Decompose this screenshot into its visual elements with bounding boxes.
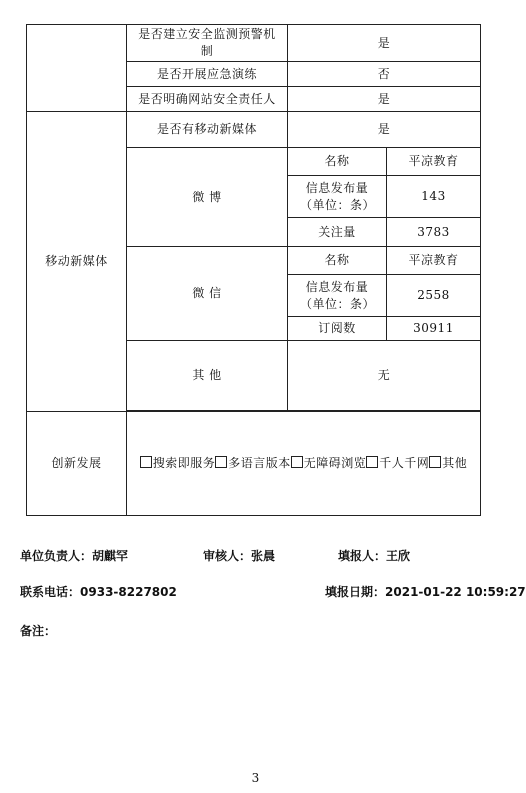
other-media-value: 无	[288, 341, 481, 411]
option-other: 其他	[442, 456, 468, 470]
wechat-subscribers-value: 30911	[387, 317, 481, 341]
reviewer	[203, 547, 275, 564]
checkbox-multilingual[interactable]	[215, 456, 227, 468]
security-responsible-label: 是否明确网站安全责任人	[127, 87, 288, 112]
option-accessibility: 无障碍浏览	[303, 456, 367, 470]
reviewer-value: 张晨	[251, 549, 276, 563]
has-mobile-media-value: 是	[288, 112, 481, 148]
weibo-followers-value: 3783	[387, 218, 481, 247]
weibo-name-value: 平凉教育	[387, 148, 481, 176]
security-responsible-value: 是	[288, 87, 481, 112]
innovation-category: 创新发展	[27, 412, 127, 516]
mobile-media-category: 移动新媒体	[27, 112, 127, 412]
wechat-posts-value: 2558	[387, 275, 481, 317]
option-multilingual: 多语言版本	[228, 456, 291, 470]
weibo-name-label: 名称	[288, 148, 387, 176]
security-category-cell	[27, 25, 127, 112]
weibo-followers-label: 关注量	[288, 218, 387, 247]
warning-mechanism-value: 是	[288, 25, 481, 62]
report-table	[26, 24, 481, 516]
unit-head-value: 胡麒罕	[92, 549, 129, 563]
option-personalized: 千人千网	[379, 456, 430, 470]
notes	[20, 622, 56, 639]
weibo-label: 微 博	[127, 148, 288, 247]
contact-phone-value: 0933-8227802	[80, 585, 177, 599]
reporter-label: 填报人：	[338, 549, 387, 563]
warning-mechanism-label: 是否建立安全监测预警机制	[127, 25, 288, 62]
emergency-drill-value: 否	[288, 62, 481, 87]
weibo-posts-label: 信息发布量（单位：条）	[288, 176, 387, 218]
emergency-drill-label: 是否开展应急演练	[127, 62, 288, 87]
report-date-value: 2021-01-22 10:59:27	[385, 585, 526, 599]
page-number: 3	[251, 771, 260, 785]
unit-head-label: 单位负责人：	[20, 549, 93, 563]
innovation-options	[127, 412, 481, 516]
wechat-posts-label: 信息发布量（单位：条）	[288, 275, 387, 317]
other-media-label: 其 他	[127, 341, 288, 411]
checkbox-personalized[interactable]	[366, 456, 378, 468]
reporter-value: 王欣	[386, 549, 411, 563]
checkbox-accessibility[interactable]	[291, 456, 303, 468]
unit-head	[20, 547, 128, 564]
checkbox-search-service[interactable]	[140, 456, 152, 468]
wechat-subscribers-label: 订阅数	[288, 317, 387, 341]
report-date	[325, 583, 526, 600]
notes-label: 备注：	[20, 624, 57, 638]
reporter	[338, 547, 410, 564]
wechat-name-value: 平凉教育	[387, 247, 481, 275]
contact-phone-label: 联系电话：	[20, 585, 81, 599]
checkbox-other[interactable]	[429, 456, 441, 468]
wechat-name-label: 名称	[288, 247, 387, 275]
weibo-posts-value: 143	[387, 176, 481, 218]
report-date-label: 填报日期：	[325, 585, 386, 599]
contact-phone	[20, 583, 177, 600]
has-mobile-media-label: 是否有移动新媒体	[127, 112, 288, 148]
reviewer-label: 审核人：	[203, 549, 252, 563]
option-search-service: 搜索即服务	[152, 456, 216, 470]
wechat-label: 微 信	[127, 247, 288, 341]
